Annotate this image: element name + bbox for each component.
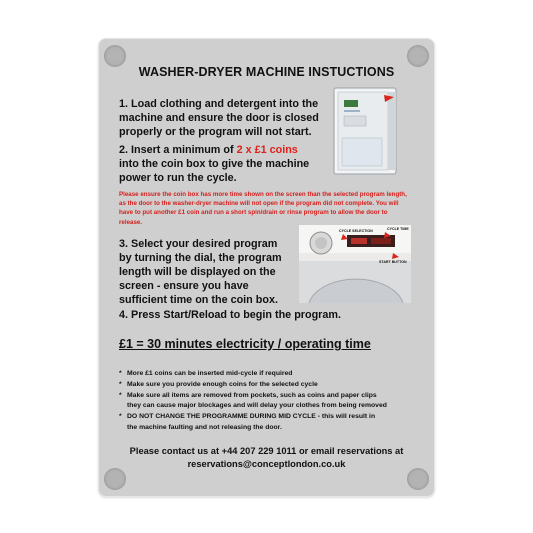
note-item-line: Make sure all items are removed from pockets, such as coins and paper clips: [127, 391, 377, 399]
contact-email: reservations@conceptlondon.co.uk: [187, 459, 346, 469]
step-2-text-end: into the coin box to give the machine power to run the cycle.: [119, 158, 310, 184]
step-2-text-start: 2. Insert a minimum of: [119, 144, 237, 156]
note-item-continuation: the machine faulting and not releasing the door.: [127, 423, 282, 431]
instruction-sign: [98, 38, 435, 497]
note-item-line: DO NOT CHANGE THE PROGRAMME DURING MID CYCLE - this will result in: [127, 413, 376, 421]
note-item: [119, 412, 424, 434]
step-2-text: [119, 143, 319, 185]
warning-notice: Please ensure the coin box has more time shown on the screen than the selected program length, as the door to the washer-dryer machine will not open if the program did not complete. You will have to put another £1 coin and run a short spin/drain or rinse program to allow the door to release.: [119, 191, 407, 226]
coin-box-machine-image: [332, 86, 402, 176]
note-item: * More £1 coins can be inserted mid-cycle if required: [119, 369, 424, 380]
mounting-cap-top-right: [407, 45, 429, 67]
step-4-text: 4. Press Start/Reload to begin the program.: [119, 309, 341, 321]
mounting-cap-bottom-left: [104, 468, 126, 490]
coin-requirement-highlight: 2 x £1 coins: [236, 144, 298, 156]
contact-info: [99, 445, 434, 471]
step-3-text: 3. Select your desired program by turning the dial, the program length will be displayed on the screen - ensure you have sufficient time on the coin box.: [119, 238, 282, 306]
note-item: * Make sure you provide enough coins for the selected cycle: [119, 380, 424, 391]
label-cycle-selection: CYCLE SELECTION: [339, 229, 373, 233]
step-1-text: 1. Load clothing and detergent into the machine and ensure the door is closed properly or the program will not start.: [119, 98, 319, 138]
rate-statement: £1 = 30 minutes electricity / operating time: [119, 337, 371, 351]
note-item-continuation: they can cause major blockages and will delay your clothes from being removed: [127, 402, 387, 410]
label-cycle-time: CYCLE TIME: [387, 227, 409, 231]
mounting-cap-top-left: [104, 45, 126, 67]
sign-title: WASHER-DRYER MACHINE INSTUCTIONS: [138, 65, 395, 79]
label-start-button: START BUTTON: [379, 260, 407, 264]
machine-control-panel-image: [299, 225, 411, 303]
contact-phone-line: Please contact us at +44 207 229 1011 or email reservations at: [129, 446, 404, 456]
mounting-cap-bottom-right: [407, 468, 429, 490]
note-item: [119, 391, 424, 413]
notes-list: [119, 369, 424, 434]
